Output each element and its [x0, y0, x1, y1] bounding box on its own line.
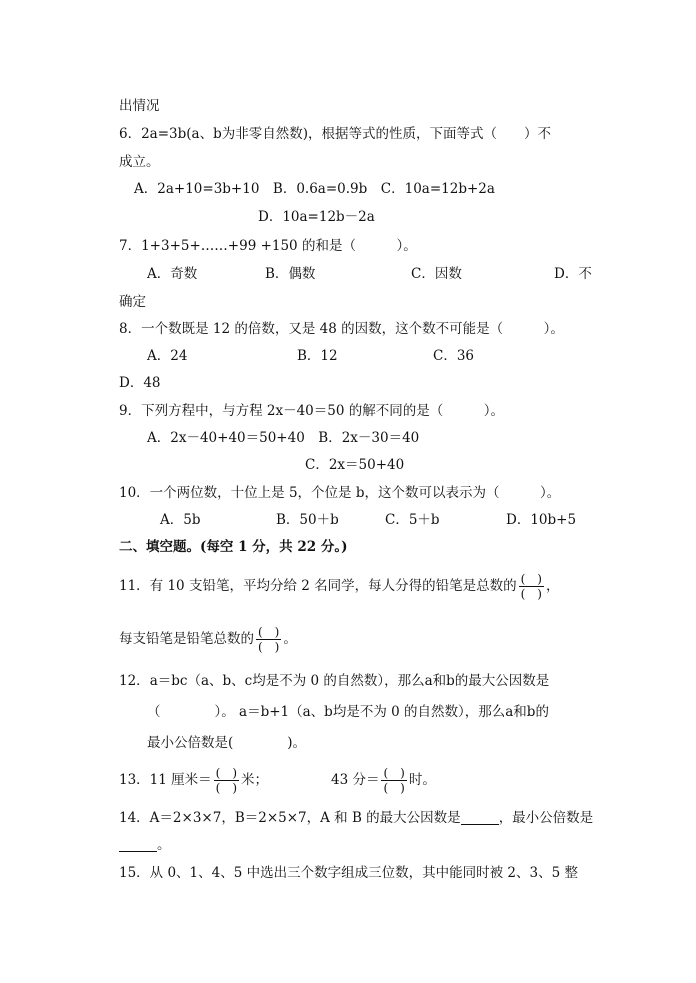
denominator-blank[interactable]: ( )	[258, 640, 280, 654]
numerator-blank[interactable]: ( )	[258, 625, 280, 639]
numerator-blank[interactable]: ( )	[383, 766, 405, 780]
options-row: A．2x－40+40＝50+40 B．2x－30＝40	[147, 430, 420, 446]
option-a: A．24	[147, 348, 188, 364]
answer-blank[interactable]	[119, 837, 157, 852]
question-text: 13．11 厘米＝	[119, 772, 212, 788]
section-heading: 二、填空题。(每空 1 分，共 22 分。)	[119, 539, 348, 555]
option-d: D．10a=12b－2a	[258, 209, 375, 225]
unit-text: 米；	[241, 772, 269, 788]
punctuation: 。	[283, 631, 297, 647]
unit-text: 时。	[408, 772, 436, 788]
option-d: D．48	[119, 375, 161, 391]
text-line: 确定	[119, 294, 146, 310]
question-7: 7．1+3+5+……+99 +150 的和是（ ）。	[119, 238, 417, 254]
question-text: a＝bc（a、b、c均是不为 0 的自然数），那么a和b的最大公因数是	[149, 673, 550, 689]
option-b: B．50＋b	[276, 512, 339, 528]
fraction-blank[interactable]	[381, 766, 406, 795]
question-text: ，最小公倍数是	[498, 810, 594, 826]
denominator-blank[interactable]: ( )	[215, 781, 238, 795]
option-c: C．因数	[411, 266, 462, 282]
question-number: 12．	[119, 673, 150, 689]
numerator-blank[interactable]: ( )	[520, 572, 542, 586]
text-line: 最小公倍数是( )。	[147, 735, 307, 751]
answer-blank[interactable]	[461, 810, 499, 825]
option-b: B．偶数	[265, 266, 316, 282]
question-text: 2a=3b(a、b为非零自然数)，根据等式的性质，下面等式（ ）不	[141, 126, 551, 142]
option-d: D．10b+5	[506, 512, 577, 528]
option-c: C．5＋b	[385, 512, 440, 528]
question-text: 每支铅笔是铅笔总数的	[119, 631, 254, 647]
numerator-blank[interactable]: ( )	[215, 766, 238, 780]
question-number: 6．	[119, 126, 142, 142]
question-10: 10．一个两位数，十位上是 5，个位是 b，这个数可以表示为（ ）。	[119, 485, 561, 501]
options-row: A．2a+10=3b+10 B．0.6a=0.9b C．10a=12b+2a	[134, 181, 495, 197]
text-line: 成立。	[119, 154, 160, 170]
question-text: 43 分＝	[331, 772, 380, 788]
punctuation: 。	[157, 837, 171, 853]
question-12	[119, 672, 549, 690]
question-text: 11．有 10 支铅笔，平均分给 2 名同学，每人分得的铅笔是总数的	[119, 578, 517, 594]
question-12-cont	[147, 703, 549, 721]
question-8: 8．一个数既是 12 的倍数，又是 48 的因数，这个数不可能是（ ）。	[119, 321, 564, 337]
question-15: 15．从 0、1、4、5 中选出三个数字组成三位数，其中能同时被 2、3、5 整	[119, 865, 578, 881]
option-c: C．36	[433, 348, 475, 364]
option-b: B．12	[297, 348, 338, 364]
denominator-blank[interactable]: ( )	[520, 587, 542, 601]
option-c: C．2x＝50+40	[305, 457, 405, 473]
question-11	[119, 566, 560, 606]
option-a: A．5b	[160, 512, 201, 528]
question-11-cont	[119, 619, 297, 659]
punctuation: ，	[546, 578, 560, 594]
question-text: 14．A＝2×3×7，B＝2×5×7，A 和 B 的最大公因数是	[119, 810, 461, 826]
fraction-blank[interactable]	[256, 625, 281, 654]
question-text: a＝b+1（a、b均是不为 0 的自然数），那么a和b的	[239, 704, 549, 720]
denominator-blank[interactable]: ( )	[383, 781, 405, 795]
question-14	[119, 809, 593, 827]
question-13	[119, 760, 268, 800]
text-line: 出情况	[119, 98, 160, 114]
fraction-blank[interactable]	[214, 766, 239, 795]
option-d: D．不	[554, 266, 592, 282]
question-6	[119, 125, 551, 143]
option-a: A．奇数	[147, 266, 198, 282]
question-9: 9．下列方程中，与方程 2x－40＝50 的解不同的是（ ）。	[119, 403, 504, 419]
question-13b	[331, 760, 436, 800]
question-14-cont	[119, 836, 171, 854]
fraction-blank[interactable]	[519, 572, 544, 601]
answer-blank[interactable]: （ ）。	[147, 704, 235, 720]
